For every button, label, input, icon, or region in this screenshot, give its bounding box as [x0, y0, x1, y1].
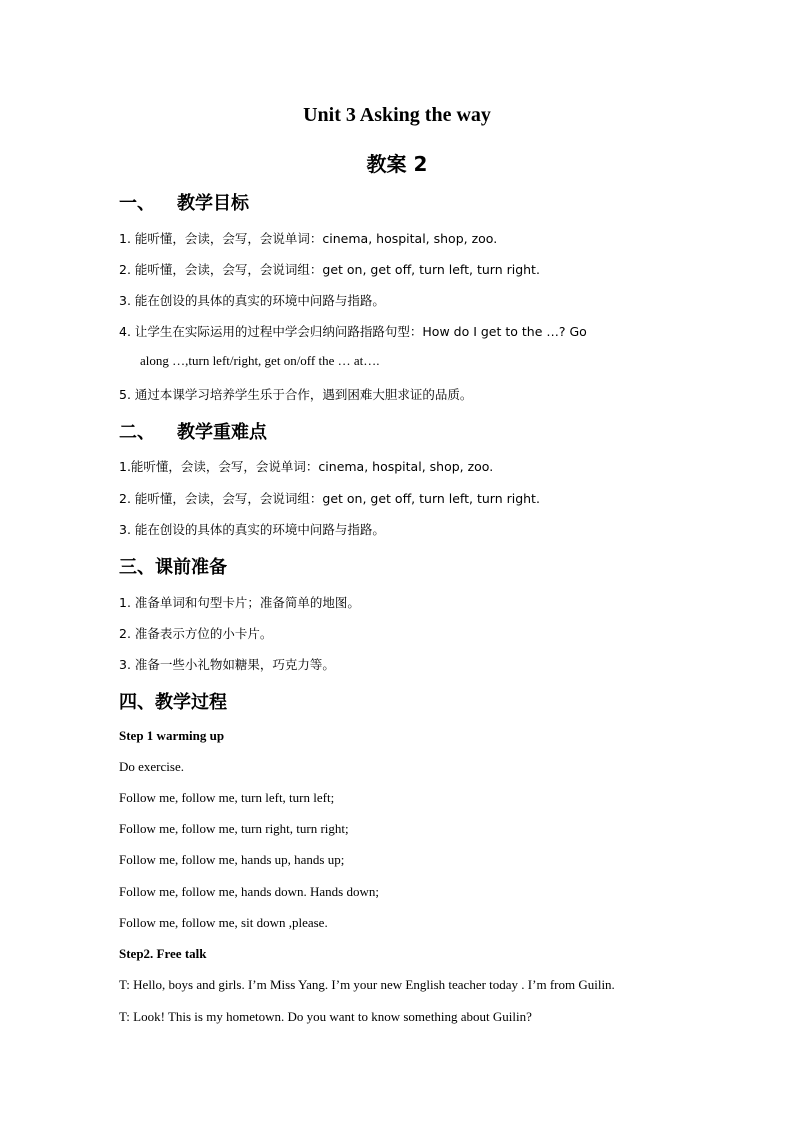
- list-item: 2. 能听懂，会读，会写，会说词组：get on, get off, turn left, turn right.: [119, 262, 540, 277]
- list-item: 1. 能听懂，会读，会写，会说单词：cinema, hospital, shop, zoo.: [119, 231, 498, 246]
- step-heading: Step 1 warming up: [119, 728, 225, 743]
- list-item: 3. 能在创设的具体的真实的环境中问路与指路。: [119, 293, 385, 308]
- list-item: 1. 准备单词和句型卡片；准备简单的地图。: [119, 595, 360, 610]
- section-heading-key-points: [119, 418, 267, 444]
- section-number: 一、: [119, 193, 155, 214]
- document-title: Unit 3 Asking the way: [303, 104, 491, 126]
- list-item: 5. 通过本课学习培养学生乐于合作，遇到困难大胆求证的品质。: [119, 387, 473, 402]
- text-line: Do exercise.: [119, 759, 184, 774]
- text-line: Follow me, follow me, turn right, turn right;: [119, 821, 349, 836]
- list-item: 3. 准备一些小礼物如糖果，巧克力等。: [119, 657, 335, 672]
- list-item: 2. 能听懂，会读，会写，会说词组：get on, get off, turn left, turn right.: [119, 491, 540, 506]
- section-heading-procedure: 四、教学过程: [119, 692, 227, 713]
- text-line: Follow me, follow me, turn left, turn left;: [119, 790, 335, 805]
- document-subtitle: 教案 2: [366, 152, 428, 176]
- text-line: Follow me, follow me, hands down. Hands down;: [119, 884, 379, 899]
- text-line: Follow me, follow me, sit down ,please.: [119, 915, 328, 930]
- section-heading-preparation: 三、课前准备: [119, 557, 227, 578]
- list-item: 3. 能在创设的具体的真实的环境中问路与指路。: [119, 522, 385, 537]
- section-number: 二、: [119, 422, 155, 443]
- list-item: 2. 准备表示方位的小卡片。: [119, 626, 273, 641]
- section-heading-objectives: [119, 189, 249, 215]
- list-item-continuation: along …,turn left/right, get on/off the … at….: [140, 353, 380, 368]
- section-title: 教学重难点: [177, 422, 267, 443]
- list-item: 1.能听懂，会读，会写，会说单词：cinema, hospital, shop, zoo.: [119, 459, 494, 474]
- list-item: 4. 让学生在实际运用的过程中学会归纳问路指路句型：How do I get to the …? Go: [119, 324, 587, 339]
- text-line: Follow me, follow me, hands up, hands up;: [119, 852, 345, 867]
- text-line: T: Hello, boys and girls. I’m Miss Yang. I’m your new English teacher today . I’m from Guilin.: [119, 977, 615, 992]
- step-heading: Step2. Free talk: [119, 946, 207, 961]
- text-line: T: Look! This is my hometown. Do you want to know something about Guilin?: [119, 1009, 532, 1024]
- section-title: 教学目标: [177, 193, 249, 214]
